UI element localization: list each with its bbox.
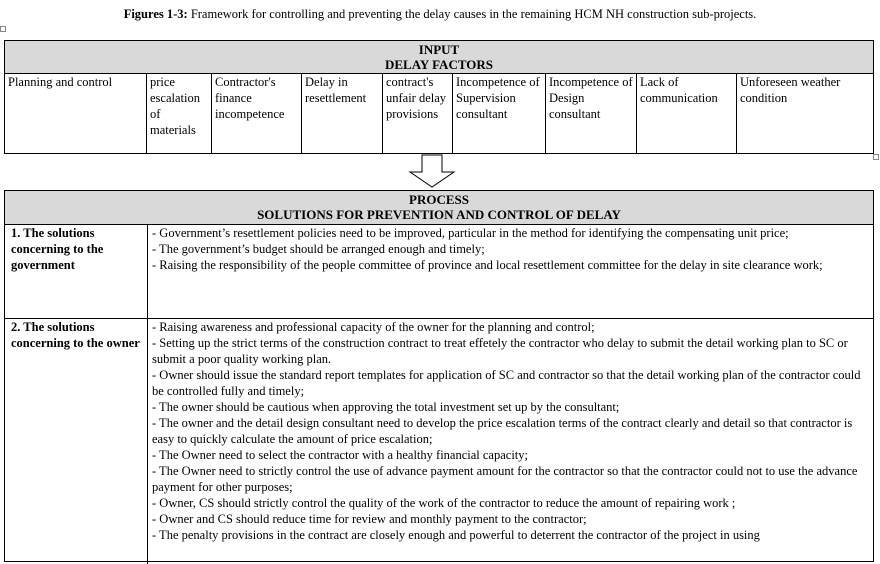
solution-items-owner bbox=[148, 319, 873, 564]
caption-text: Framework for controlling and preventing the delay causes in the remaining HCM NH construction sub-projects. bbox=[187, 7, 757, 21]
solution-items-government bbox=[148, 225, 873, 318]
factor-unfair-delay-provisions: contract's unfair delay provisions bbox=[383, 74, 453, 153]
solution-item: - Raising awareness and professional capacity of the owner for the planning and control; bbox=[152, 320, 595, 334]
solution-item: - The Owner need to select the contractor with a healthy financial capacity; bbox=[152, 448, 528, 462]
solution-label-government: 1. The solutions concerning to the government bbox=[5, 225, 148, 318]
solution-item: - The Owner need to strictly control the use of advance payment amount for the contractor so that the contractor could not to use the advance payment for other purposes; bbox=[152, 464, 858, 494]
solution-item: - The owner and the detail design consultant need to develop the price escalation terms of the contract clearly and detail so that contractor is easy to quickly calculate the amount of price escalation; bbox=[152, 416, 853, 446]
solution-row-owner bbox=[5, 319, 873, 564]
factor-lack-communication: Lack of communication bbox=[637, 74, 737, 153]
factor-contractor-finance: Contractor's finance incompetence bbox=[212, 74, 302, 153]
process-header bbox=[5, 191, 873, 225]
solution-item: - Owner, CS should strictly control the quality of the work of the contractor to reduce the amount of repairing work ; bbox=[152, 496, 736, 510]
table-anchor-handle[interactable] bbox=[0, 26, 6, 32]
solution-item: - Raising the responsibility of the people committee of province and local resettlement committee for the delay in site clearance work; bbox=[152, 258, 823, 272]
factor-supervision-consultant: Incompetence of Supervision consultant bbox=[453, 74, 546, 153]
input-subtitle: DELAY FACTORS bbox=[385, 57, 493, 72]
figure-caption bbox=[0, 6, 880, 22]
solution-item: - Setting up the strict terms of the construction contract to treat effetely the contractor who delay to submit the detail working plan to SC or submit a poor quality working plan. bbox=[152, 336, 848, 366]
solution-item: - The penalty provisions in the contract are closely enough and powerful to deterrent the contractor of the project in using bbox=[152, 528, 760, 542]
solution-item: - Government’s resettlement policies need to be improved, particular in the method for identifying the compensating unit price; bbox=[152, 226, 789, 240]
solution-label-owner: 2. The solutions concerning to the owner bbox=[5, 319, 148, 564]
table-resize-handle[interactable] bbox=[873, 154, 879, 160]
solution-item: - Owner and CS should reduce time for review and monthly payment to the contractor; bbox=[152, 512, 587, 526]
down-arrow-icon bbox=[408, 154, 456, 188]
solution-item: - Owner should issue the standard report templates for application of SC and contractor so that the detail working plan of the contractor could be controlled fully and timely; bbox=[152, 368, 861, 398]
factor-planning-control: Planning and control bbox=[5, 74, 147, 153]
caption-label: Figures 1-3: bbox=[123, 7, 188, 21]
factor-weather-condition: Unforeseen weather condition bbox=[740, 75, 841, 105]
solution-item: - The government’s budget should be arranged enough and timely; bbox=[152, 242, 485, 256]
process-solutions-box bbox=[4, 190, 874, 562]
solution-item: - The owner should be cautious when approving the total investment set up by the consultant; bbox=[152, 400, 620, 414]
process-subtitle: SOLUTIONS FOR PREVENTION AND CONTROL OF DELAY bbox=[257, 207, 621, 222]
factor-price-escalation: price escalation of materials bbox=[147, 74, 212, 153]
input-delay-factors-box bbox=[4, 40, 874, 154]
factor-design-consultant: Incompetence of Design consultant bbox=[546, 74, 637, 153]
delay-factors-row bbox=[5, 74, 873, 153]
solution-row-government bbox=[5, 225, 873, 319]
input-header bbox=[5, 41, 873, 74]
process-title: PROCESS bbox=[409, 192, 469, 207]
factor-delay-resettlement: Delay in resettlement bbox=[302, 74, 383, 153]
input-title: INPUT bbox=[418, 42, 460, 57]
